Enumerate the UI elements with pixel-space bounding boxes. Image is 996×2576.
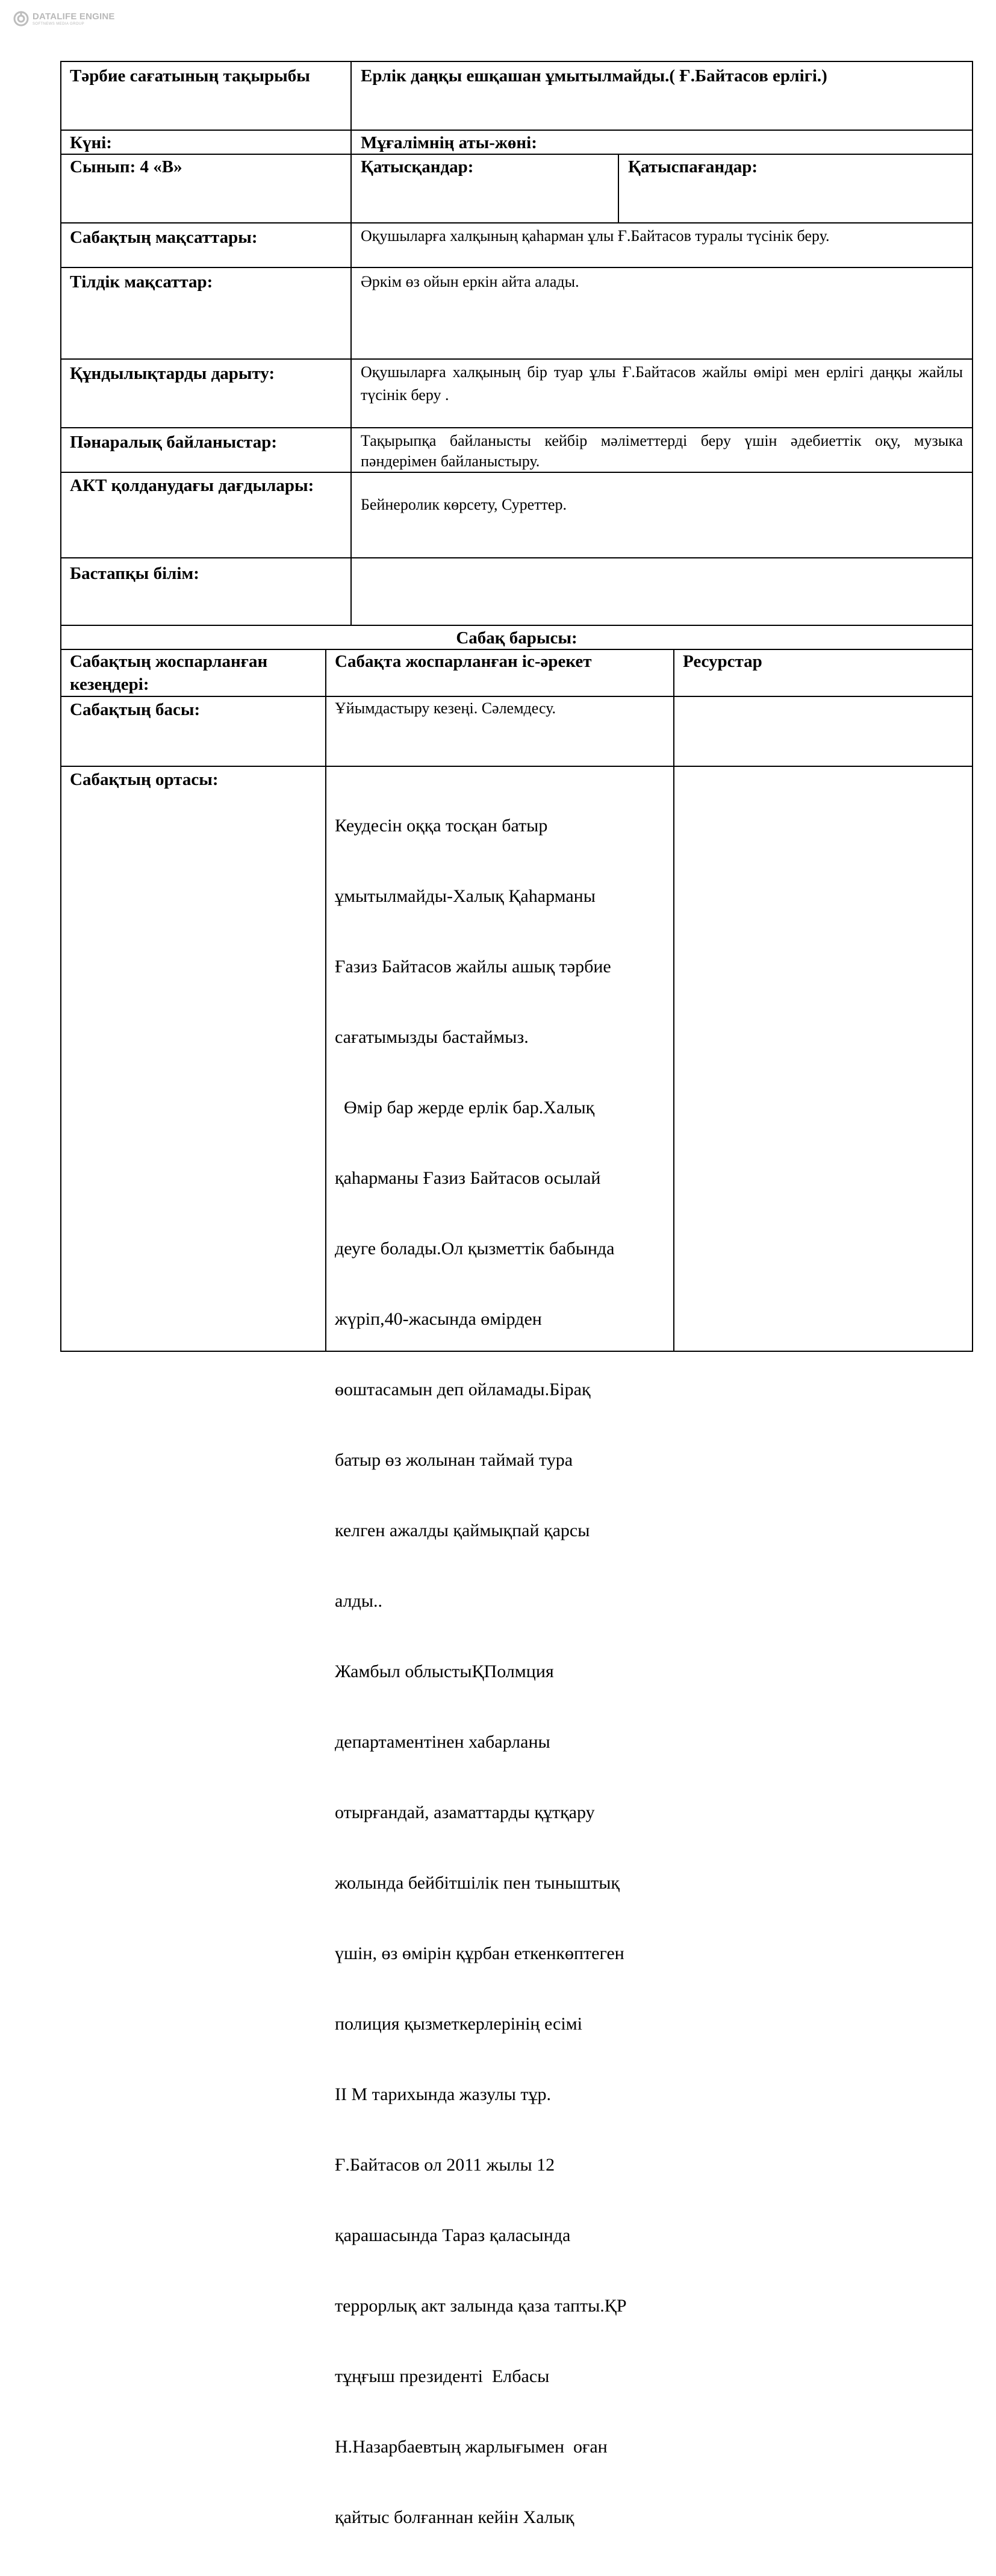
prior-value-cell [350, 557, 973, 626]
goals-label: Сабақтың мақсаттары: [70, 228, 258, 247]
cross-value: Тақырыпқа байланысты кейбір мәліметтерді беру үшін әдебиеттік оқу, музыка пәндерімен байланыстыру. [361, 432, 963, 470]
datalife-engine-icon [13, 11, 29, 27]
watermark-subtitle: SOFTNEWS MEDIA GROUP [33, 22, 85, 26]
middle-text [335, 767, 672, 2576]
middle-line: үшін, өз өмірін құрбан еткенкөптеген [335, 1943, 624, 1963]
middle-line: полиция қызметкерлерінің есімі [335, 2014, 583, 2034]
topic-label-cell [60, 61, 352, 131]
middle-line: тұңғыш президенті Елбасы [335, 2366, 550, 2386]
cross-label-cell [60, 427, 352, 473]
middle-line: Н.Назарбаевтың жарлығымен оған [335, 2437, 608, 2457]
goals-value: Оқушыларға халқының қаһарман ұлы Ғ.Байтасов туралы түсінік беру. [361, 227, 830, 245]
middle-line: террорлық акт залында қаза тапты.ҚР [335, 2296, 627, 2316]
absent-cell [618, 154, 973, 224]
middle-line: сағатымызды бастаймыз. [335, 1027, 529, 1047]
col-resources-cell [673, 649, 973, 697]
middle-line: деуге болады.Ол қызметтік бабында [335, 1239, 615, 1258]
lang-label: Тілдік мақсаттар: [70, 272, 213, 292]
progress-heading-cell [60, 625, 973, 650]
middle-line: қарашасында Тараз қаласында [335, 2225, 571, 2245]
middle-line: келген ажалды қаймықпай қарсы [335, 1521, 590, 1540]
prior-label-cell [60, 557, 352, 626]
goals-value-cell [350, 222, 973, 268]
middle-line: ұмытылмайды-Халық Қаһарманы [335, 886, 596, 906]
middle-line: алды.. [335, 1591, 382, 1611]
middle-line: өоштасамын деп ойламады.Бірақ [335, 1380, 591, 1399]
lang-label-cell [60, 267, 352, 360]
present-label: Қатысқандар: [361, 157, 474, 177]
cross-value-cell [350, 427, 973, 473]
ict-value: Бейнеролик көрсету, Суреттер. [361, 496, 567, 513]
topic-value-cell [350, 61, 973, 131]
prior-label: Бастапқы білім: [70, 564, 199, 583]
col-activity-cell [325, 649, 674, 697]
lang-value-cell [350, 267, 973, 360]
values-value-cell [350, 358, 973, 428]
start-resources-cell [673, 696, 973, 767]
start-value-cell [325, 696, 674, 767]
middle-line: департаментінен хабарланы [335, 1732, 550, 1752]
col-stages-cell [60, 649, 326, 697]
topic-value: Ерлік даңқы ешқашан ұмытылмайды.( Ғ.Байтасов ерлігі.) [361, 66, 827, 86]
middle-value-cell [325, 766, 674, 2527]
lang-value: Әркім өз ойын еркін айта алады. [361, 273, 579, 290]
ict-label-cell [60, 472, 352, 558]
watermark-title: DATALIFE ENGINE [33, 11, 115, 22]
values-label: Құндылықтарды дарыту: [70, 364, 275, 383]
middle-line: Ғазиз Байтасов жайлы ашық тәрбие [335, 957, 611, 977]
middle-line: қайтыс болғаннан кейін Халық [335, 2507, 574, 2527]
middle-line: батыр өз жолынан таймай тура [335, 1450, 573, 1470]
progress-heading: Сабақ барысы: [456, 628, 577, 648]
middle-line: жолында бейбітшілік пен тыныштық [335, 1873, 620, 1893]
middle-line: отырғандай, азаматтарды құтқару [335, 1802, 595, 1822]
col-stages-header: Сабақтың жоспарланған кезеңдері: [70, 652, 268, 694]
start-label: Сабақтың басы: [70, 700, 201, 719]
middle-line: ІІ М тарихында жазулы тұр. [335, 2084, 551, 2104]
teacher-label: Мұғалімнің аты-жөні: [361, 133, 537, 152]
col-activity-header: Сабақта жоспарланған іс-әрекет [335, 652, 592, 671]
start-label-cell [60, 696, 326, 767]
col-resources-header: Ресурстар [683, 652, 762, 671]
values-label-cell [60, 358, 352, 428]
values-value: Оқушыларға халқының бір туар ұлы Ғ.Байтасов жайлы өмірі мен ерлігі даңқы жайлы түсінік беру . [361, 363, 963, 404]
middle-label: Сабақтың ортасы: [70, 770, 219, 789]
topic-label: Тәрбие сағатының тақырыбы [70, 66, 310, 86]
date-label: Күні: [70, 133, 112, 152]
present-cell [350, 154, 619, 224]
middle-label-cell [60, 766, 326, 1352]
ict-value-cell [350, 472, 973, 558]
goals-label-cell [60, 222, 352, 268]
date-cell [60, 130, 352, 155]
middle-resources-cell [673, 766, 973, 1352]
middle-line: жүріп,40-жасында өмірден [335, 1309, 542, 1329]
class-cell [60, 154, 352, 224]
class-label: Сынып: 4 «В» [70, 157, 182, 177]
teacher-cell [350, 130, 973, 155]
middle-line: қаһарманы Ғазиз Байтасов осылай [335, 1168, 601, 1188]
absent-label: Қатыспағандар: [628, 157, 758, 177]
middle-line: Кеудесін оққа тосқан батыр [335, 816, 548, 836]
cross-label: Пәнаралық байланыстар: [70, 433, 277, 452]
watermark-logo [13, 11, 115, 27]
middle-line: Өмір бар жерде ерлік бар.Халық [335, 1098, 595, 1118]
middle-line: Ғ.Байтасов ол 2011 жылы 12 [335, 2155, 555, 2175]
ict-label: АКТ қолданудағы дағдылары: [70, 476, 314, 495]
start-value: Ұйымдастыру кезеңі. Сәлемдесу. [335, 699, 556, 717]
middle-line: Жамбыл облыстыҚПолмция [335, 1662, 554, 1681]
